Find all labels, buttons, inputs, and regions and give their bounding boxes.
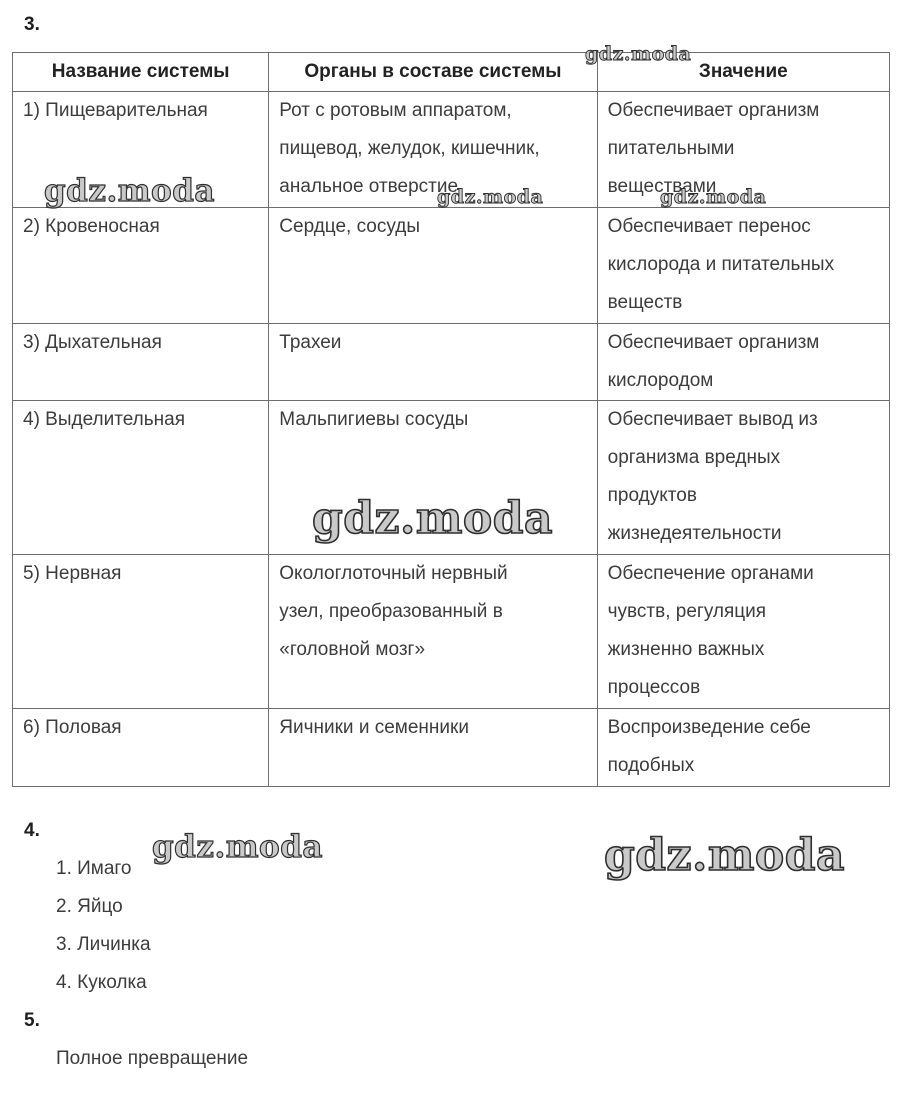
cell-text: Трахеи <box>279 332 342 353</box>
cell-text: продуктов <box>607 485 697 506</box>
table-row <box>13 555 890 709</box>
question-5-number: 5. <box>24 1010 40 1031</box>
cell-text: пищевод, желудок, кишечник, <box>279 138 540 159</box>
cell-text: 3) Дыхательная <box>23 332 162 353</box>
header-system-organs: Органы в составе системы <box>269 53 597 92</box>
cell-system-meaning <box>597 401 889 555</box>
cell-system-name <box>13 709 269 787</box>
cell-text: «головной мозг» <box>279 639 426 660</box>
watermark-logo: gdz.moda <box>44 173 215 209</box>
cell-system-organs <box>269 555 597 709</box>
question-5-answer: Полное превращение <box>56 1048 249 1069</box>
cell-text: анальное отверстие <box>279 176 459 197</box>
watermark-logo: gdz.moda <box>312 493 554 544</box>
header-system-meaning: Значение <box>597 53 889 92</box>
cell-text: процессов <box>607 677 701 698</box>
cell-text: Обеспечение органами <box>607 563 814 584</box>
table-row <box>13 401 890 555</box>
watermark-logo: gdz.moda <box>585 43 692 65</box>
cell-text: кислородом <box>607 370 714 391</box>
list-item: 3. Личинка <box>56 934 151 955</box>
organ-systems-table <box>12 52 890 787</box>
cell-system-meaning <box>597 324 889 401</box>
header-system-name: Название системы <box>13 53 269 92</box>
table-row <box>13 709 890 787</box>
cell-text: Обеспечивает вывод из <box>607 409 818 430</box>
cell-text: Мальпигиевы сосуды <box>279 409 469 430</box>
cell-text: чувств, регуляция <box>607 601 767 622</box>
table-row <box>13 208 890 324</box>
cell-text: Яичники и семенники <box>279 717 469 738</box>
cell-text: Воспроизведение себе <box>607 717 811 738</box>
cell-system-meaning <box>597 709 889 787</box>
cell-system-meaning <box>597 92 889 208</box>
cell-system-meaning <box>597 555 889 709</box>
list-item: 4. Куколка <box>56 972 147 993</box>
table-row <box>13 324 890 401</box>
cell-text: жизнедеятельности <box>607 523 782 544</box>
cell-text: Обеспечивает перенос <box>607 216 811 237</box>
list-item: 1. Имаго <box>56 858 132 879</box>
cell-text: Сердце, сосуды <box>279 216 420 237</box>
cell-system-organs <box>269 92 597 208</box>
cell-text: Обеспечивает организм <box>607 100 820 121</box>
cell-system-organs <box>269 324 597 401</box>
cell-text: 4) Выделительная <box>23 409 185 430</box>
question-4-number: 4. <box>24 820 40 841</box>
cell-text: веществами <box>607 176 717 197</box>
table-row <box>13 92 890 208</box>
cell-system-organs <box>269 401 597 555</box>
cell-text: 5) Нервная <box>23 563 122 584</box>
watermark-logo: gdz.moda <box>660 186 767 208</box>
cell-text: веществ <box>607 292 683 313</box>
cell-system-organs <box>269 709 597 787</box>
watermark-logo: gdz.moda <box>604 830 846 881</box>
cell-text: узел, преобразованный в <box>279 601 503 622</box>
cell-system-name <box>13 208 269 324</box>
cell-text: жизненно важных <box>607 639 765 660</box>
cell-system-name <box>13 92 269 208</box>
life-cycle-list <box>56 850 151 1002</box>
list-item: 2. Яйцо <box>56 896 123 917</box>
cell-text: кислорода и питательных <box>607 254 835 275</box>
cell-system-organs <box>269 208 597 324</box>
table-header-row <box>13 53 890 92</box>
watermark-logo: gdz.moda <box>152 829 323 865</box>
watermark-logo: gdz.moda <box>437 186 544 208</box>
cell-text: питательными <box>607 138 735 159</box>
cell-text: 2) Кровеносная <box>23 216 160 237</box>
cell-text: 1) Пищеварительная <box>23 100 208 121</box>
cell-text: Обеспечивает организм <box>607 332 820 353</box>
cell-text: Рот с ротовым аппаратом, <box>279 100 512 121</box>
question-3-number: 3. <box>24 14 40 35</box>
cell-text: подобных <box>607 755 695 776</box>
cell-system-name <box>13 401 269 555</box>
cell-system-meaning <box>597 208 889 324</box>
cell-text: организма вредных <box>607 447 781 468</box>
cell-text: Окологлоточный нервный <box>279 563 508 584</box>
cell-system-name <box>13 324 269 401</box>
cell-system-name <box>13 555 269 709</box>
cell-text: 6) Половая <box>23 717 122 738</box>
